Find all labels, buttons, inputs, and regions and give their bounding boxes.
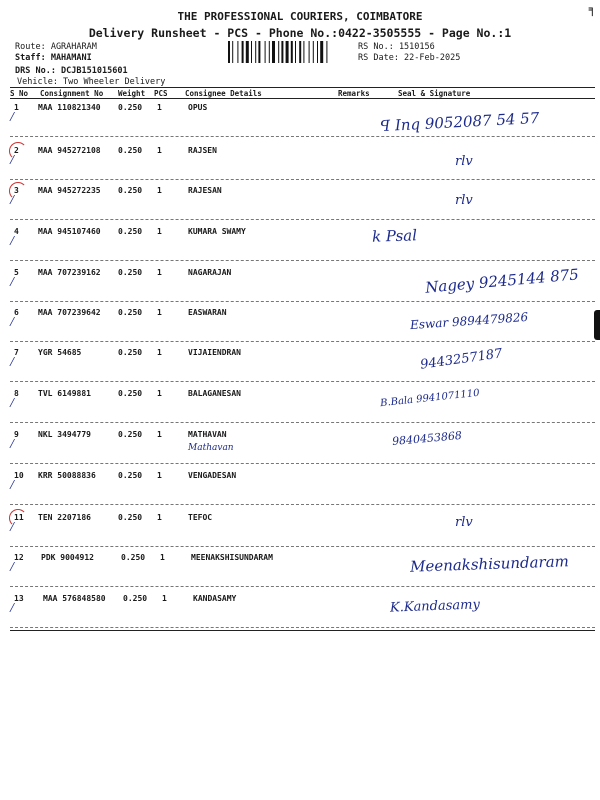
rs-date: RS Date: 22-Feb-2025 bbox=[358, 53, 461, 63]
row-pcs: 1 bbox=[157, 513, 162, 522]
row-pcs: 1 bbox=[157, 146, 162, 155]
page-edge-mark bbox=[594, 310, 600, 340]
col-signature: Seal & Signature bbox=[398, 89, 471, 98]
col-consignment: Consignment No bbox=[40, 89, 104, 98]
row-sno: 7 bbox=[14, 348, 19, 357]
row-pcs: 1 bbox=[157, 430, 162, 439]
row-consignment-no: MAA 707239642 bbox=[38, 308, 101, 317]
row-signature: rlv bbox=[455, 193, 473, 208]
col-consignee: Consignee Details bbox=[185, 89, 262, 98]
row-consignment-no: YGR 54685 bbox=[38, 348, 82, 357]
row-pcs: 1 bbox=[157, 103, 162, 112]
row-signature: rlv bbox=[455, 154, 473, 169]
route-label: Route: AGRAHARAM bbox=[15, 42, 97, 52]
row-weight: 0.250 bbox=[118, 513, 143, 522]
table-bottom-rule bbox=[10, 630, 595, 631]
row-consignee: OPUS bbox=[188, 103, 208, 112]
row-sno: 13 bbox=[14, 594, 24, 603]
tick-mark: ⁄ bbox=[8, 314, 17, 330]
col-sno: S No bbox=[10, 89, 29, 98]
company-title: THE PROFESSIONAL COURIERS, COIMBATORE bbox=[177, 10, 423, 23]
row-weight: 0.250 bbox=[118, 186, 143, 195]
col-pcs: PCS bbox=[154, 89, 168, 98]
row-handwritten-note: Mathavan bbox=[188, 443, 234, 453]
row-consignee: RAJSEN bbox=[188, 146, 217, 155]
row-pcs: 1 bbox=[157, 186, 162, 195]
col-weight: Weight bbox=[118, 89, 146, 98]
drs-label: DRS No.: DCJB151015601 bbox=[15, 66, 128, 76]
row-sno: 12 bbox=[14, 553, 24, 562]
row-consignee: BALAGANESAN bbox=[188, 389, 241, 398]
row-signature: k Psal bbox=[371, 226, 418, 246]
row-signature: 9443257187 bbox=[419, 346, 504, 373]
row-separator bbox=[10, 179, 595, 180]
row-sno: 10 bbox=[14, 471, 24, 480]
row-pcs: 1 bbox=[157, 268, 162, 277]
barcode bbox=[228, 41, 353, 63]
row-weight: 0.250 bbox=[118, 348, 143, 357]
row-sno: 6 bbox=[14, 308, 19, 317]
row-weight: 0.250 bbox=[121, 553, 146, 562]
row-sno: 4 bbox=[14, 227, 19, 236]
tick-mark: ⁄ bbox=[8, 152, 17, 168]
row-sno: 9 bbox=[14, 430, 19, 439]
row-signature: B.Bala 9941071110 bbox=[379, 387, 481, 410]
row-consignee: VIJAIENDRAN bbox=[188, 348, 241, 357]
corner-mark: ╕ bbox=[588, 2, 596, 16]
staff-label: Staff: MAHAMANI bbox=[15, 53, 92, 63]
col-remarks: Remarks bbox=[338, 89, 370, 98]
tick-mark: ⁄ bbox=[8, 519, 17, 535]
row-sno: 3 bbox=[14, 186, 19, 195]
row-separator bbox=[10, 260, 595, 261]
table-header-rule bbox=[10, 98, 595, 99]
row-pcs: 1 bbox=[157, 348, 162, 357]
row-pcs: 1 bbox=[160, 553, 165, 562]
row-consignee: MEENAKSHISUNDARAM bbox=[191, 553, 273, 562]
row-separator bbox=[10, 463, 595, 464]
row-weight: 0.250 bbox=[118, 430, 143, 439]
row-signature: Eswar 9894479826 bbox=[409, 309, 529, 333]
row-pcs: 1 bbox=[157, 227, 162, 236]
runsheet-subtitle: Delivery Runsheet - PCS - Phone No.:0422-3505555 - Page No.:1 bbox=[88, 26, 512, 40]
row-weight: 0.250 bbox=[123, 594, 148, 603]
row-weight: 0.250 bbox=[118, 268, 143, 277]
row-weight: 0.250 bbox=[118, 146, 143, 155]
row-signature: K.Kandasamy bbox=[389, 597, 481, 616]
row-separator bbox=[10, 136, 595, 137]
table-top-rule bbox=[10, 87, 595, 88]
row-sno: 11 bbox=[14, 513, 24, 522]
row-consignment-no: PDK 9004912 bbox=[41, 553, 94, 562]
row-sno: 5 bbox=[14, 268, 19, 277]
row-separator bbox=[10, 422, 595, 423]
row-consignee: MATHAVAN bbox=[188, 430, 227, 439]
row-consignment-no: TVL 6149881 bbox=[38, 389, 91, 398]
row-consignment-no: MAA 576848580 bbox=[43, 594, 106, 603]
row-signature: 9840453868 bbox=[391, 428, 463, 449]
row-weight: 0.250 bbox=[118, 103, 143, 112]
row-signature: Nagey 9245144 875 bbox=[424, 265, 580, 297]
row-separator bbox=[10, 504, 595, 505]
row-separator bbox=[10, 546, 595, 547]
row-consignee: TEFOC bbox=[188, 513, 213, 522]
row-consignment-no: NKL 3494779 bbox=[38, 430, 91, 439]
row-consignment-no: MAA 945272235 bbox=[38, 186, 101, 195]
row-pcs: 1 bbox=[157, 389, 162, 398]
row-separator bbox=[10, 381, 595, 382]
row-consignee: KANDASAMY bbox=[193, 594, 237, 603]
row-pcs: 1 bbox=[157, 308, 162, 317]
row-signature: ꟼ Inq 9052087 54 57 bbox=[379, 108, 540, 136]
row-consignee: EASWARAN bbox=[188, 308, 227, 317]
rs-number: RS No.: 1510156 bbox=[358, 42, 435, 52]
tick-mark: ⁄ bbox=[8, 477, 17, 493]
row-sno: 1 bbox=[14, 103, 19, 112]
tick-mark: ⁄ bbox=[8, 354, 17, 370]
row-weight: 0.250 bbox=[118, 471, 143, 480]
tick-mark: ⁄ bbox=[8, 600, 17, 616]
row-consignment-no: TEN 2207186 bbox=[38, 513, 91, 522]
row-separator bbox=[10, 219, 595, 220]
row-pcs: 1 bbox=[157, 471, 162, 480]
tick-mark: ⁄ bbox=[8, 192, 17, 208]
tick-mark: ⁄ bbox=[8, 274, 17, 290]
row-weight: 0.250 bbox=[118, 389, 143, 398]
row-consignee: RAJESAN bbox=[188, 186, 222, 195]
row-separator bbox=[10, 301, 595, 302]
row-signature: rlv bbox=[455, 515, 473, 530]
row-consignee: VENGADESAN bbox=[188, 471, 237, 480]
row-pcs: 1 bbox=[162, 594, 167, 603]
tick-mark: ⁄ bbox=[8, 395, 17, 411]
row-separator bbox=[10, 586, 595, 587]
vehicle-label: Vehicle: Two Wheeler Delivery bbox=[17, 77, 166, 87]
row-weight: 0.250 bbox=[118, 308, 143, 317]
row-sno: 2 bbox=[14, 146, 19, 155]
row-consignment-no: KRR 50088836 bbox=[38, 471, 96, 480]
tick-mark: ⁄ bbox=[8, 436, 17, 452]
row-signature: Meenakshisundaram bbox=[409, 552, 570, 576]
row-separator bbox=[10, 627, 595, 628]
row-sno: 8 bbox=[14, 389, 19, 398]
tick-mark: ⁄ bbox=[8, 233, 17, 249]
row-consignment-no: MAA 707239162 bbox=[38, 268, 101, 277]
tick-mark: ⁄ bbox=[8, 109, 17, 125]
row-consignment-no: MAA 945272108 bbox=[38, 146, 101, 155]
row-separator bbox=[10, 341, 595, 342]
row-weight: 0.250 bbox=[118, 227, 143, 236]
tick-mark: ⁄ bbox=[8, 559, 17, 575]
row-consignment-no: MAA 945107460 bbox=[38, 227, 101, 236]
row-consignment-no: MAA 110821340 bbox=[38, 103, 101, 112]
row-consignee: NAGARAJAN bbox=[188, 268, 232, 277]
row-consignee: KUMARA SWAMY bbox=[188, 227, 246, 236]
